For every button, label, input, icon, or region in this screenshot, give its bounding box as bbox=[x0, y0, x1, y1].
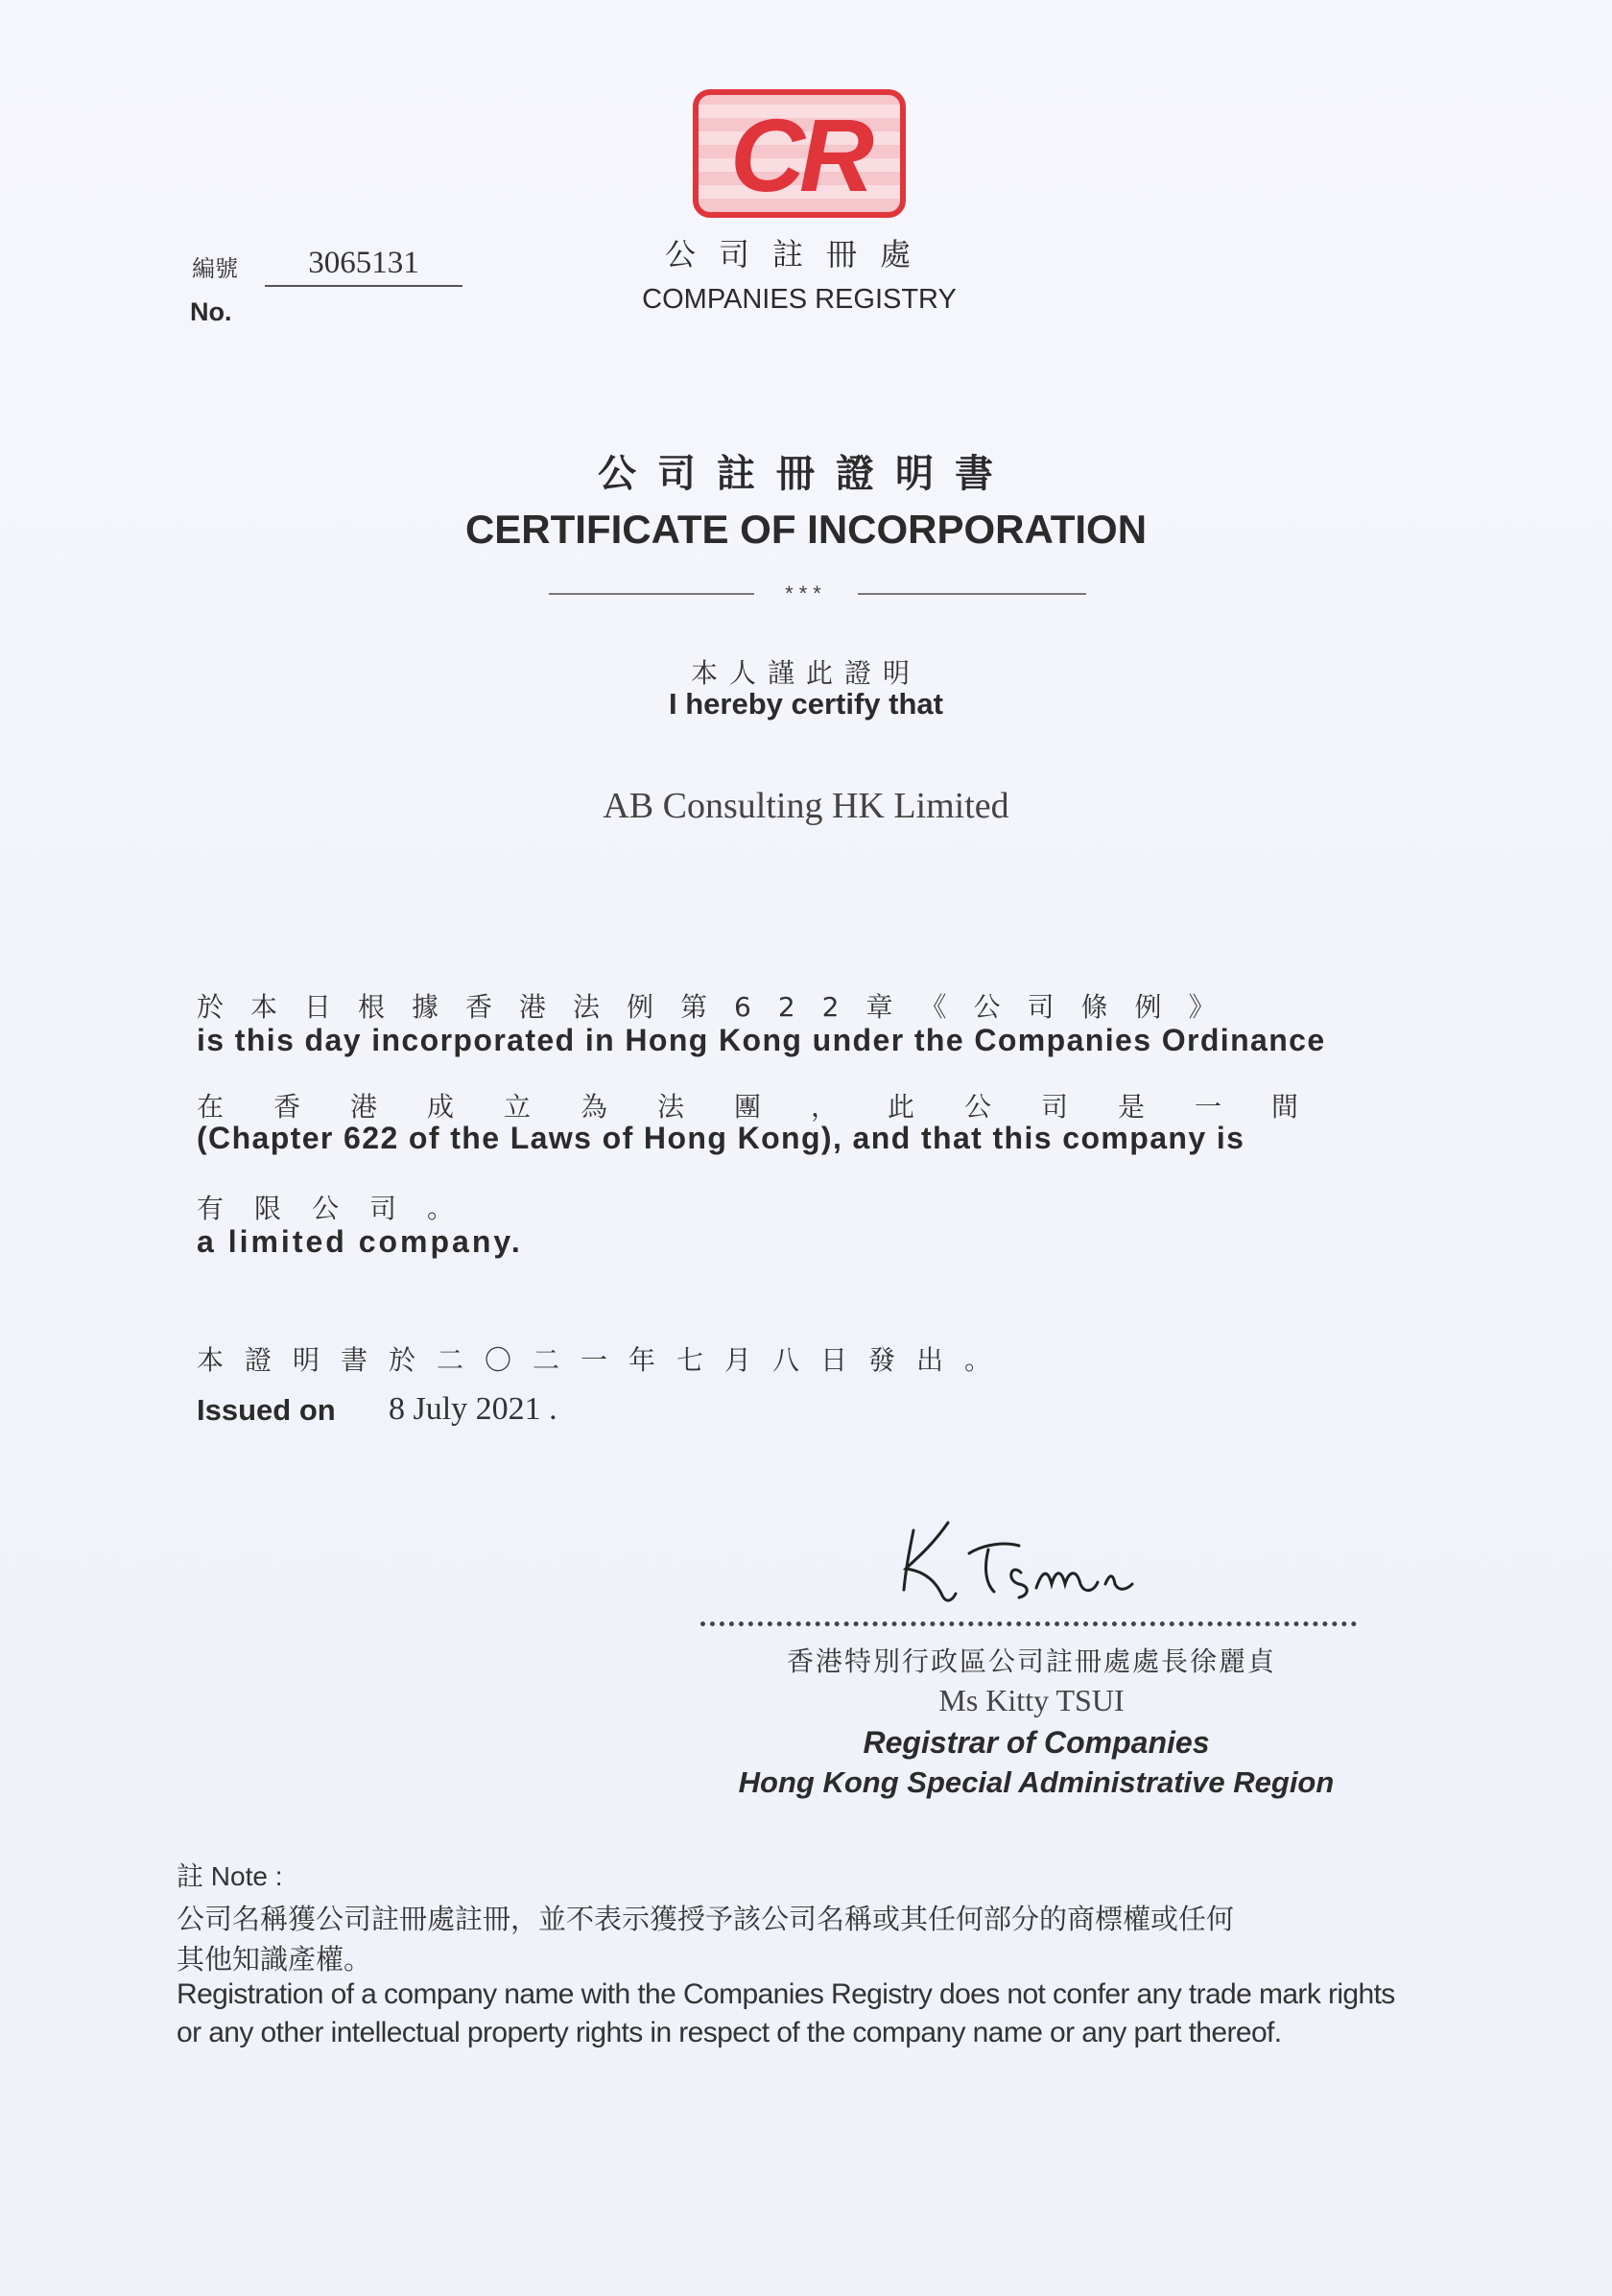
note-cn-line2: 其他知識產權。 bbox=[177, 1943, 372, 1976]
registrar-name-cn: 香港特別行政區公司註冊處處長徐麗貞 bbox=[786, 1645, 1276, 1677]
body-line2-en: (Chapter 622 of the Laws of Hong Kong), and that this company is bbox=[197, 1121, 1245, 1155]
note-cn-line1: 公司名稱獲公司註冊處註冊，並不表示獲授予該公司名稱或其任何部分的商標權或任何 bbox=[177, 1903, 1235, 1935]
certificate-title-en: CERTIFICATE OF INCORPORATION bbox=[464, 507, 1148, 552]
registry-name-cn: 公司註冊處 bbox=[664, 236, 934, 272]
title-ornament: *** bbox=[785, 581, 827, 605]
issued-statement-cn: 本證明書於二〇二一年七月八日發出。 bbox=[197, 1344, 1013, 1376]
body-line1-cn: 於本日根據香港法例第622章《公司條例》 bbox=[197, 991, 1243, 1023]
body-line1-en: is this day incorporated in Hong Kong under the Companies Ordinance bbox=[197, 1023, 1326, 1057]
certificate-number: 3065131 bbox=[265, 246, 462, 287]
logo-lettering: CR bbox=[730, 97, 868, 213]
companies-registry-logo bbox=[693, 89, 906, 218]
body-line3-cn: 有限公司。 bbox=[197, 1193, 486, 1224]
number-label-cn: 編號 bbox=[192, 255, 238, 282]
title-divider-right bbox=[858, 593, 1086, 595]
registrar-signature bbox=[892, 1502, 1142, 1612]
body-line3-en: a limited company. bbox=[197, 1224, 523, 1259]
certificate-title-cn: 公司註冊證明書 bbox=[598, 452, 1014, 496]
number-label-en: No. bbox=[190, 297, 232, 326]
certify-statement-en: I hereby certify that bbox=[669, 687, 943, 721]
signature-dotted-line bbox=[700, 1621, 1357, 1626]
registrar-region: Hong Kong Special Administrative Region bbox=[738, 1765, 1335, 1799]
note-heading: 註 Note : bbox=[177, 1861, 283, 1891]
signature-graphic bbox=[892, 1502, 1142, 1607]
company-name: AB Consulting HK Limited bbox=[603, 786, 1009, 826]
registrar-name-en: Ms Kitty TSUI bbox=[938, 1683, 1125, 1717]
issued-date: 8 July 2021 . bbox=[389, 1391, 557, 1427]
registry-name-en: COMPANIES REGISTRY bbox=[642, 284, 957, 315]
note-en-line2: or any other intellectual property rights in respect of the company name or any part thereof. bbox=[177, 2017, 1282, 2048]
title-divider-left bbox=[549, 593, 754, 595]
issued-label: Issued on bbox=[197, 1393, 336, 1427]
certify-statement-cn: 本人謹此證明 bbox=[690, 657, 921, 689]
body-line2-cn: 在香港成立為法團，此公司是一間 bbox=[197, 1091, 1349, 1123]
registrar-title: Registrar of Companies bbox=[863, 1725, 1210, 1760]
note-en-line1: Registration of a company name with the Companies Registry does not confer any trade mark rights bbox=[177, 1978, 1395, 2010]
